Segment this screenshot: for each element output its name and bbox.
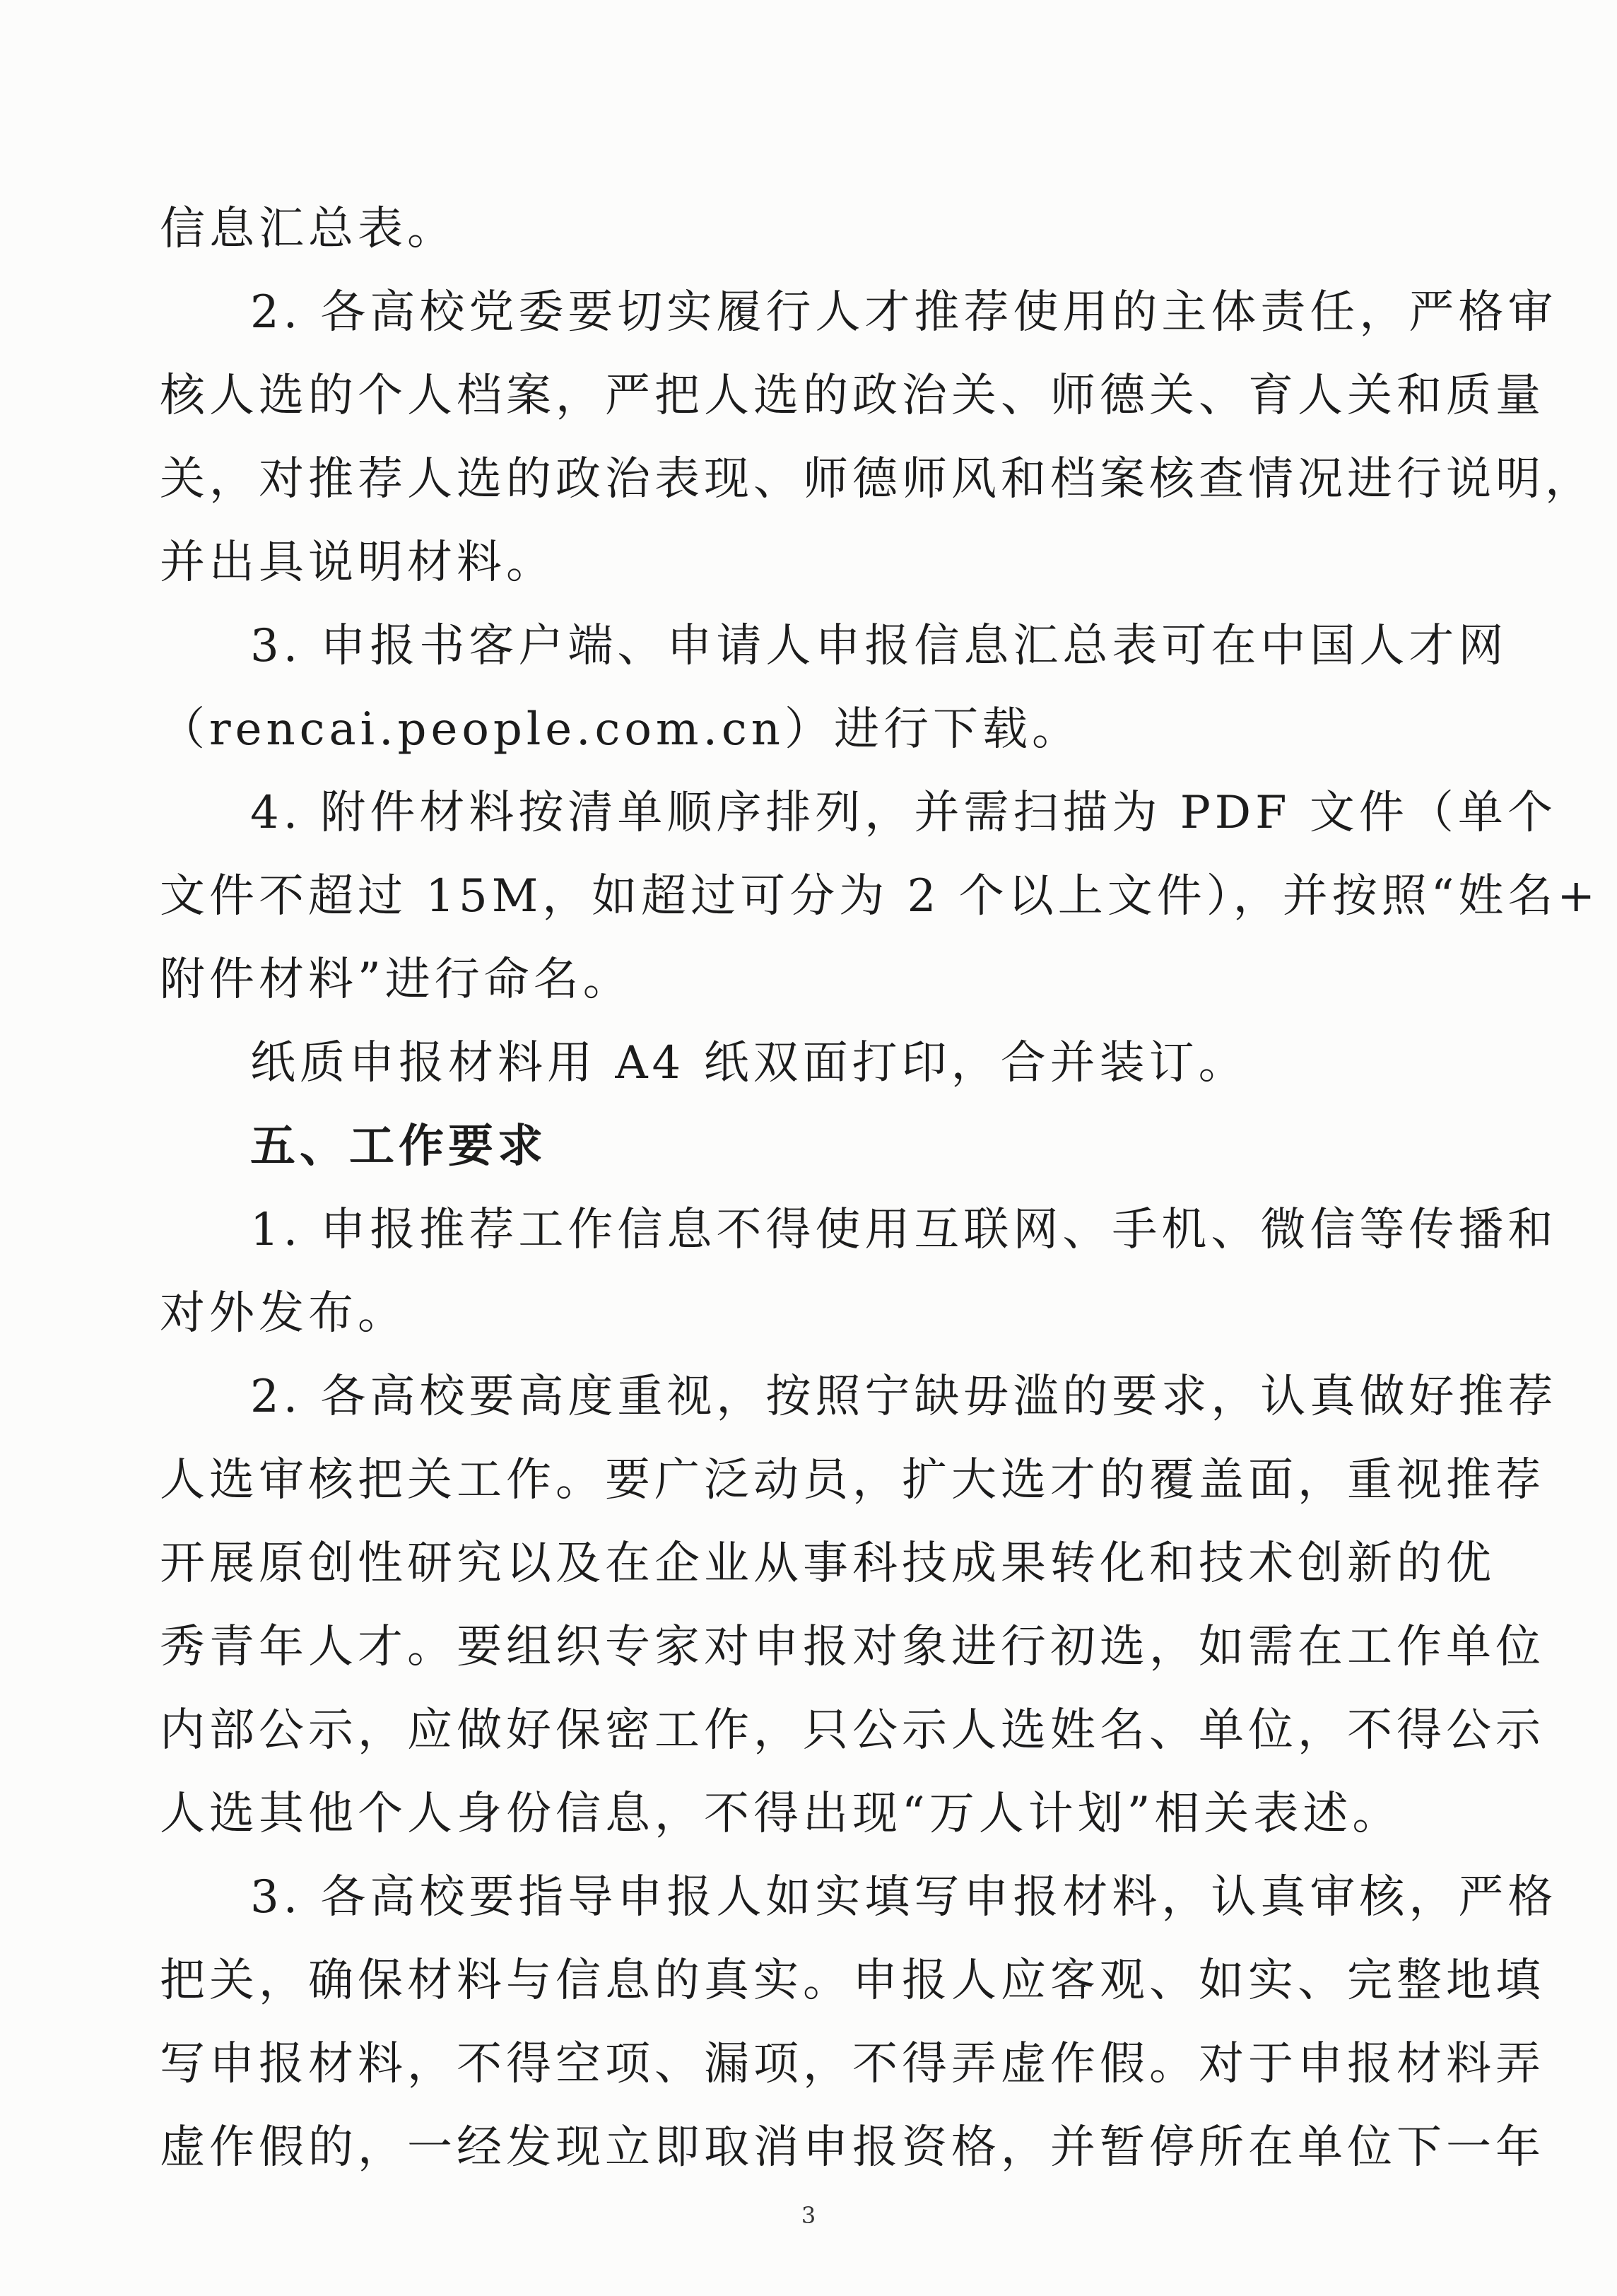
text-line: 秀青年人才。要组织专家对申报对象进行初选，如需在工作单位 xyxy=(160,1621,1545,1673)
text-line: 3. 申报书客户端、申请人申报信息汇总表可在中国人才网 xyxy=(250,620,1508,672)
text-line: 3. 各高校要指导申报人如实填写申报材料，认真审核，严格 xyxy=(250,1871,1558,1923)
text-line: 附件材料”进行命名。 xyxy=(160,954,633,1006)
text-line: 内部公示，应做好保密工作，只公示人选姓名、单位，不得公示 xyxy=(160,1704,1545,1757)
text-line: 并出具说明材料。 xyxy=(160,537,555,589)
text-line: 人选其他个人身份信息，不得出现“万人计划”相关表述。 xyxy=(160,1788,1402,1840)
text-line: 把关，确保材料与信息的真实。申报人应客观、如实、完整地填 xyxy=(160,1955,1545,2007)
text-line: 关，对推荐人选的政治表现、师德师风和档案核查情况进行说明， xyxy=(160,453,1594,505)
text-line: 文件不超过 15M，如超过可分为 2 个以上文件），并按照“姓名+ xyxy=(160,870,1600,922)
text-line: 4. 附件材料按清单顺序排列，并需扫描为 PDF 文件（单个 xyxy=(250,787,1557,839)
text-line: 2. 各高校要高度重视，按照宁缺毋滥的要求，认真做好推荐 xyxy=(250,1371,1558,1423)
text-line: 写申报材料，不得空项、漏项，不得弄虚作假。对于申报材料弄 xyxy=(160,2038,1545,2090)
text-line: 1. 申报推荐工作信息不得使用互联网、手机、微信等传播和 xyxy=(250,1204,1558,1256)
section-heading: 五、工作要求 xyxy=(250,1120,547,1173)
body-text xyxy=(160,187,1600,2189)
text-line: 纸质申报材料用 A4 纸双面打印，合并装订。 xyxy=(250,1037,1248,1089)
text-line: 核人选的个人档案，严把人选的政治关、师德关、育人关和质量 xyxy=(160,370,1545,422)
text-line: 信息汇总表。 xyxy=(160,203,457,255)
text-line: 2. 各高校党委要切实履行人才推荐使用的主体责任，严格审 xyxy=(250,286,1558,339)
text-line: 人选审核把关工作。要广泛动员，扩大选才的覆盖面，重视推荐 xyxy=(160,1454,1545,1506)
text-line: 对外发布。 xyxy=(160,1287,407,1340)
text-line: （rencai.people.com.cn）进行下载。 xyxy=(160,703,1081,756)
text-line: 开展原创性研究以及在企业从事科技成果转化和技术创新的优 xyxy=(160,1538,1495,1590)
text-line: 虚作假的，一经发现立即取消申报资格，并暂停所在单位下一年 xyxy=(160,2121,1545,2174)
page-number: 3 xyxy=(801,2202,816,2229)
